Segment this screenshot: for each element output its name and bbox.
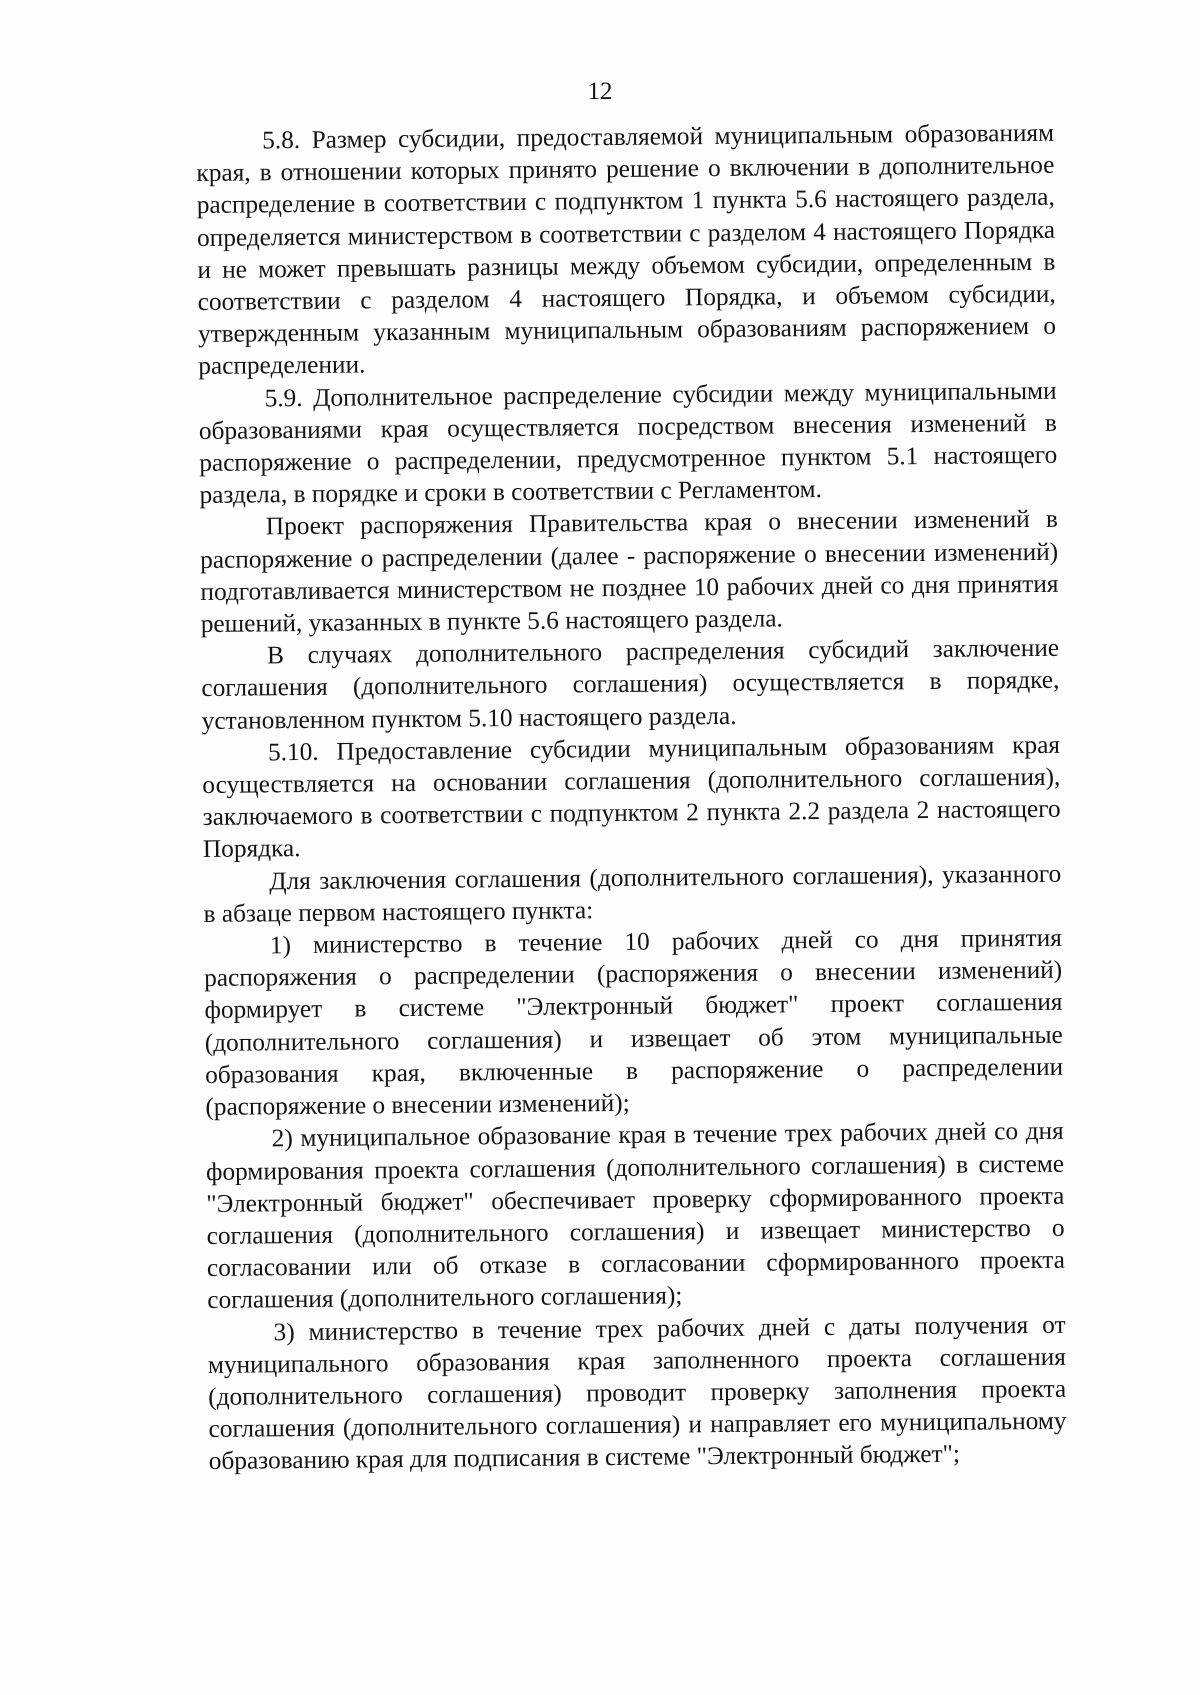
paragraph-agreement-intro: Для заключения соглашения (дополнительного соглашения), указанного в абзаце первом настоящего пункта:: [203, 859, 1062, 928]
paragraph-draft-order: Проект распоряжения Правительства края о внесении изменений в распоряжение о распределении (далее - распоряжение о внесении изменений) подготавливается министерством не позднее 10 рабочих дней со дня принятия решений, указанных в пункте 5.6 настоящего раздела.: [200, 505, 1059, 639]
page-number: 12: [587, 78, 613, 105]
document-body: [196, 117, 1067, 1478]
paragraph-5-10: 5.10. Предоставление субсидии муниципальным образованиям края осуществляется на основании соглашения (дополнительного соглашения), заключаемого в соответствии с подпунктом 2 пункта 2.2 раздела 2 настоящего Порядка.: [202, 730, 1061, 864]
list-item-2: 2) муниципальное образование края в течение трех рабочих дней со дня формирования проекта соглашения (дополнительного соглашения) в системе "Электронный бюджет" обеспечивает проверку сформированного проекта соглашения (дополнительного соглашения) и извещает министерство о согласовании или об отказе в согласовании сформированного проекта соглашения (дополнительного соглашения);: [205, 1117, 1066, 1315]
paragraph-5-9: 5.9. Дополнительное распределение субсидии между муниципальными образованиями края осуществляется посредством внесения изменений в распоряжение о распределении, предусмотренное пунктом 5.1 настоящего раздела, в порядке и сроки в соответствии с Регламентом.: [198, 376, 1058, 510]
paragraph-5-8: 5.8. Размер субсидии, предоставляемой муниципальным образованиям края, в отношении которых принято решение о включении в дополнительное распределение в соответствии с подпунктом 1 пункта 5.6 настоящего раздела, определяется министерством в соответствии с разделом 4 настоящего Порядка и не может превышать разницы между объемом субсидии, определенным в соответствии с разделом 4 настоящего Порядка, и объемом субсидии, утвержденным указанным муниципальным образованиям распоряжением о распределении.: [196, 118, 1057, 381]
list-item-1: 1) министерство в течение 10 рабочих дней со дня принятия распоряжения о распределении (распоряжения о внесении изменений) формирует в системе "Электронный бюджет" проект соглашения (дополнительного соглашения) и извещает об этом муниципальные образования края, включенные в распоряжение о распределении (распоряжение о внесении изменений);: [204, 923, 1064, 1122]
list-item-3: 3) министерство в течение трех рабочих дней с даты получения от муниципального образования края заполненного проекта соглашения (дополнительного соглашения) проводит проверку заполнения проекта соглашения (дополнительного соглашения) и направляет его муниципальному образованию края для подписания в системе "Электронный бюджет";: [207, 1310, 1067, 1476]
paragraph-additional-distribution: В случаях дополнительного распределения субсидий заключение соглашения (дополнительного соглашения) осуществляется в порядке, установленном пунктом 5.10 настоящего раздела.: [201, 633, 1060, 735]
